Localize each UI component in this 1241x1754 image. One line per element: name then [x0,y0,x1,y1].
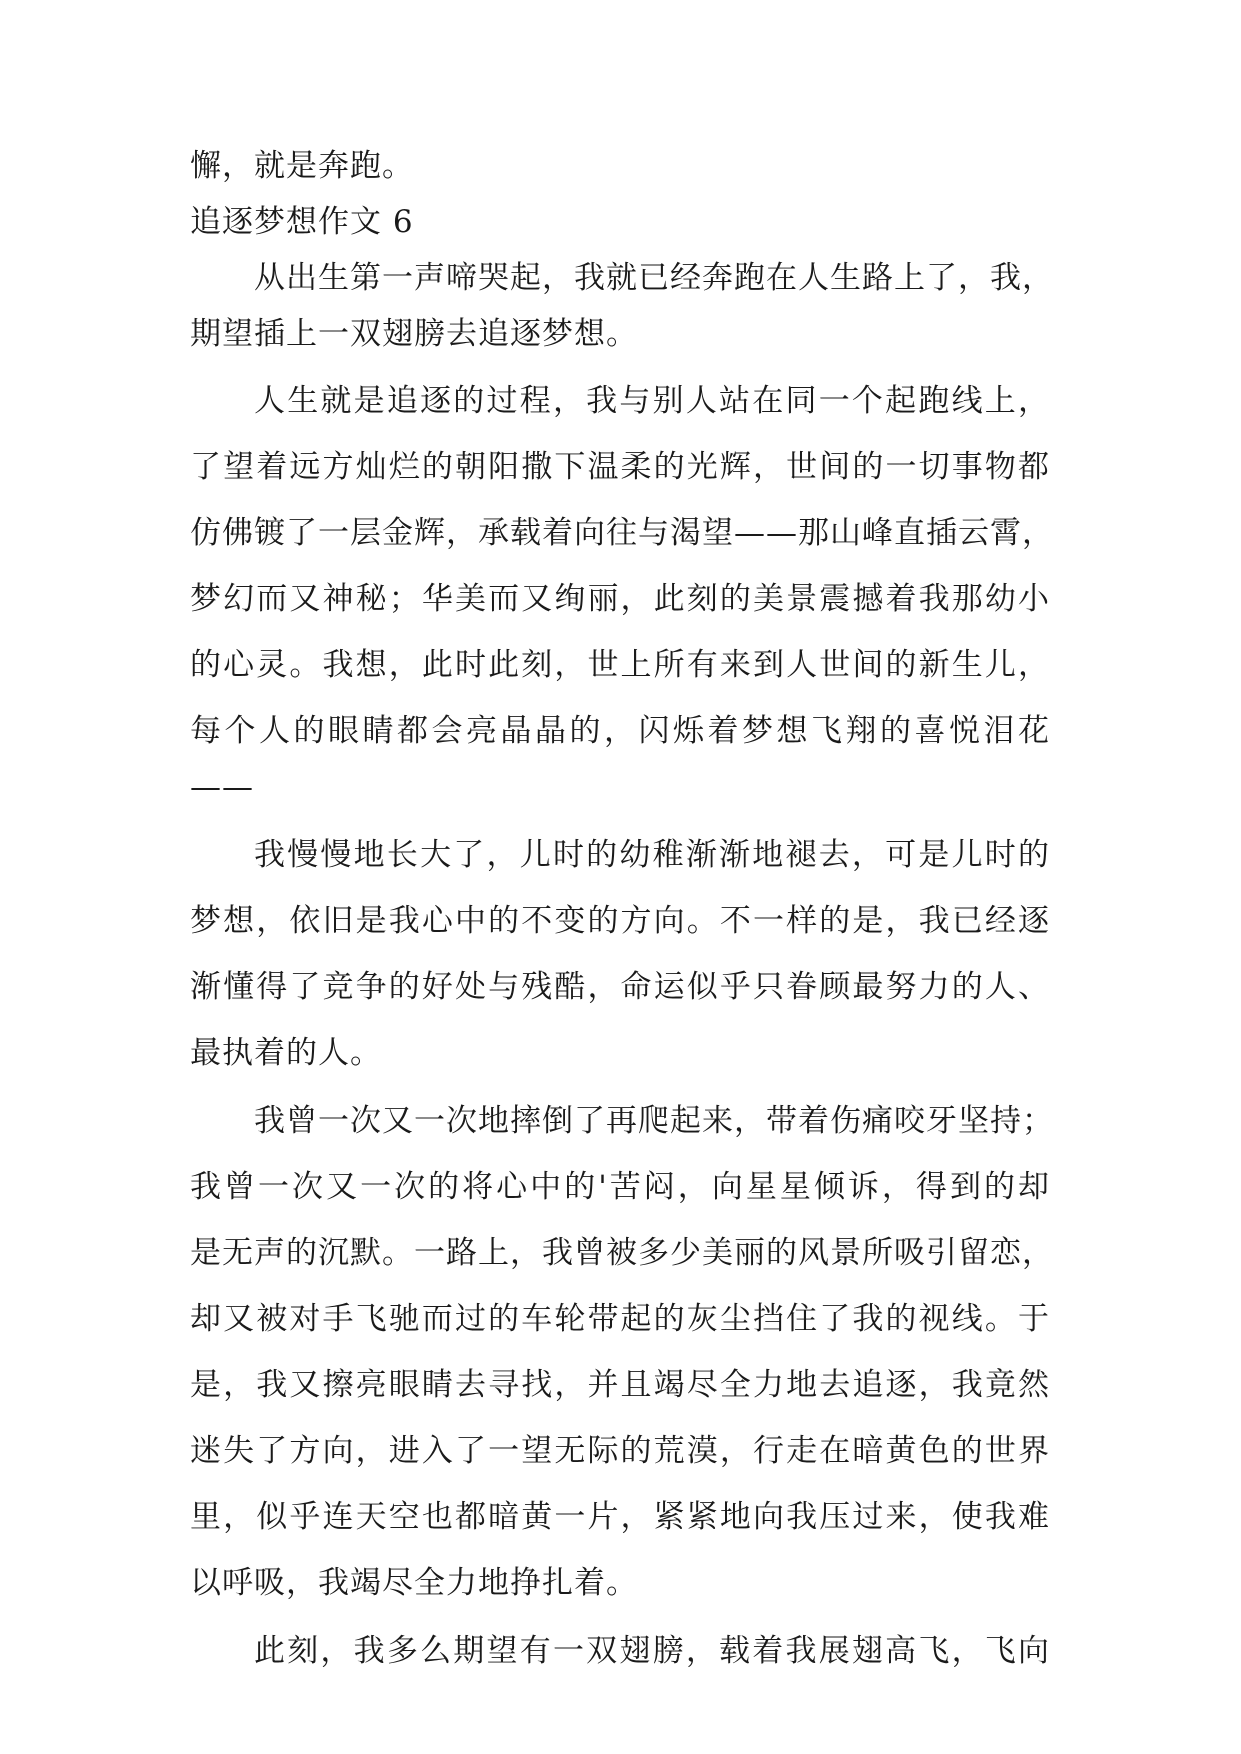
paragraph-1-line: 期望插上一双翅膀去追逐梦想。 [190,316,638,352]
paragraph-4-line: 是无声的沉默。一路上，我曾被多少美丽的风景所吸引留恋， [190,1235,1054,1271]
section-heading: 追逐梦想作文 6 [190,204,414,240]
paragraph-1-line: 从出生第一声啼哭起，我就已经奔跑在人生路上了，我， [254,260,1054,296]
paragraph-2-line: 每个人的眼睛都会亮晶晶的，闪烁着梦想飞翔的喜悦泪花 [190,713,1050,749]
paragraph-2-line: 梦幻而又神秘；华美而又绚丽，此刻的美景震撼着我那幼小 [190,581,1050,617]
paragraph-4-line: 是，我又擦亮眼睛去寻找，并且竭尽全力地去追逐，我竟然 [190,1367,1050,1403]
paragraph-4-line: 我曾一次又一次的将心中的'苦闷，向星星倾诉，得到的却 [190,1169,1050,1205]
paragraph-4-line: 里，似乎连天空也都暗黄一片，紧紧地向我压过来，使我难 [190,1499,1050,1535]
paragraph-2-line: 了望着远方灿烂的朝阳撒下温柔的光辉，世间的一切事物都 [190,449,1050,485]
paragraph-3-line: 梦想，依旧是我心中的不变的方向。不一样的是，我已经逐 [190,903,1050,939]
paragraph-4-line: 却又被对手飞驰而过的车轮带起的灰尘挡住了我的视线。于 [190,1301,1050,1337]
paragraph-3-line: 渐懂得了竞争的好处与残酷，命运似乎只眷顾最努力的人、 [190,969,1050,1005]
paragraph-4-line: 迷失了方向，进入了一望无际的荒漠，行走在暗黄色的世界 [190,1433,1050,1469]
paragraph-5-line: 此刻，我多么期望有一双翅膀，载着我展翅高飞，飞向 [254,1633,1050,1669]
paragraph-2-line: 的心灵。我想，此时此刻，世上所有来到人世间的新生儿， [190,647,1050,683]
paragraph-3-line: 最执着的人。 [190,1035,382,1071]
paragraph-3-line: 我慢慢地长大了，儿时的幼稚渐渐地褪去，可是儿时的 [254,837,1050,873]
text-line: 懈，就是奔跑。 [190,148,414,184]
paragraph-2-line: 人生就是追逐的过程，我与别人站在同一个起跑线上， [254,383,1050,419]
paragraph-4-line: 我曾一次又一次地摔倒了再爬起来，带着伤痛咬牙坚持； [254,1103,1054,1139]
paragraph-2-line: —— [190,769,254,805]
paragraph-2-line: 仿佛镀了一层金辉，承载着向往与渴望——那山峰直插云霄， [190,515,1054,551]
paragraph-4-line: 以呼吸，我竭尽全力地挣扎着。 [190,1565,638,1601]
